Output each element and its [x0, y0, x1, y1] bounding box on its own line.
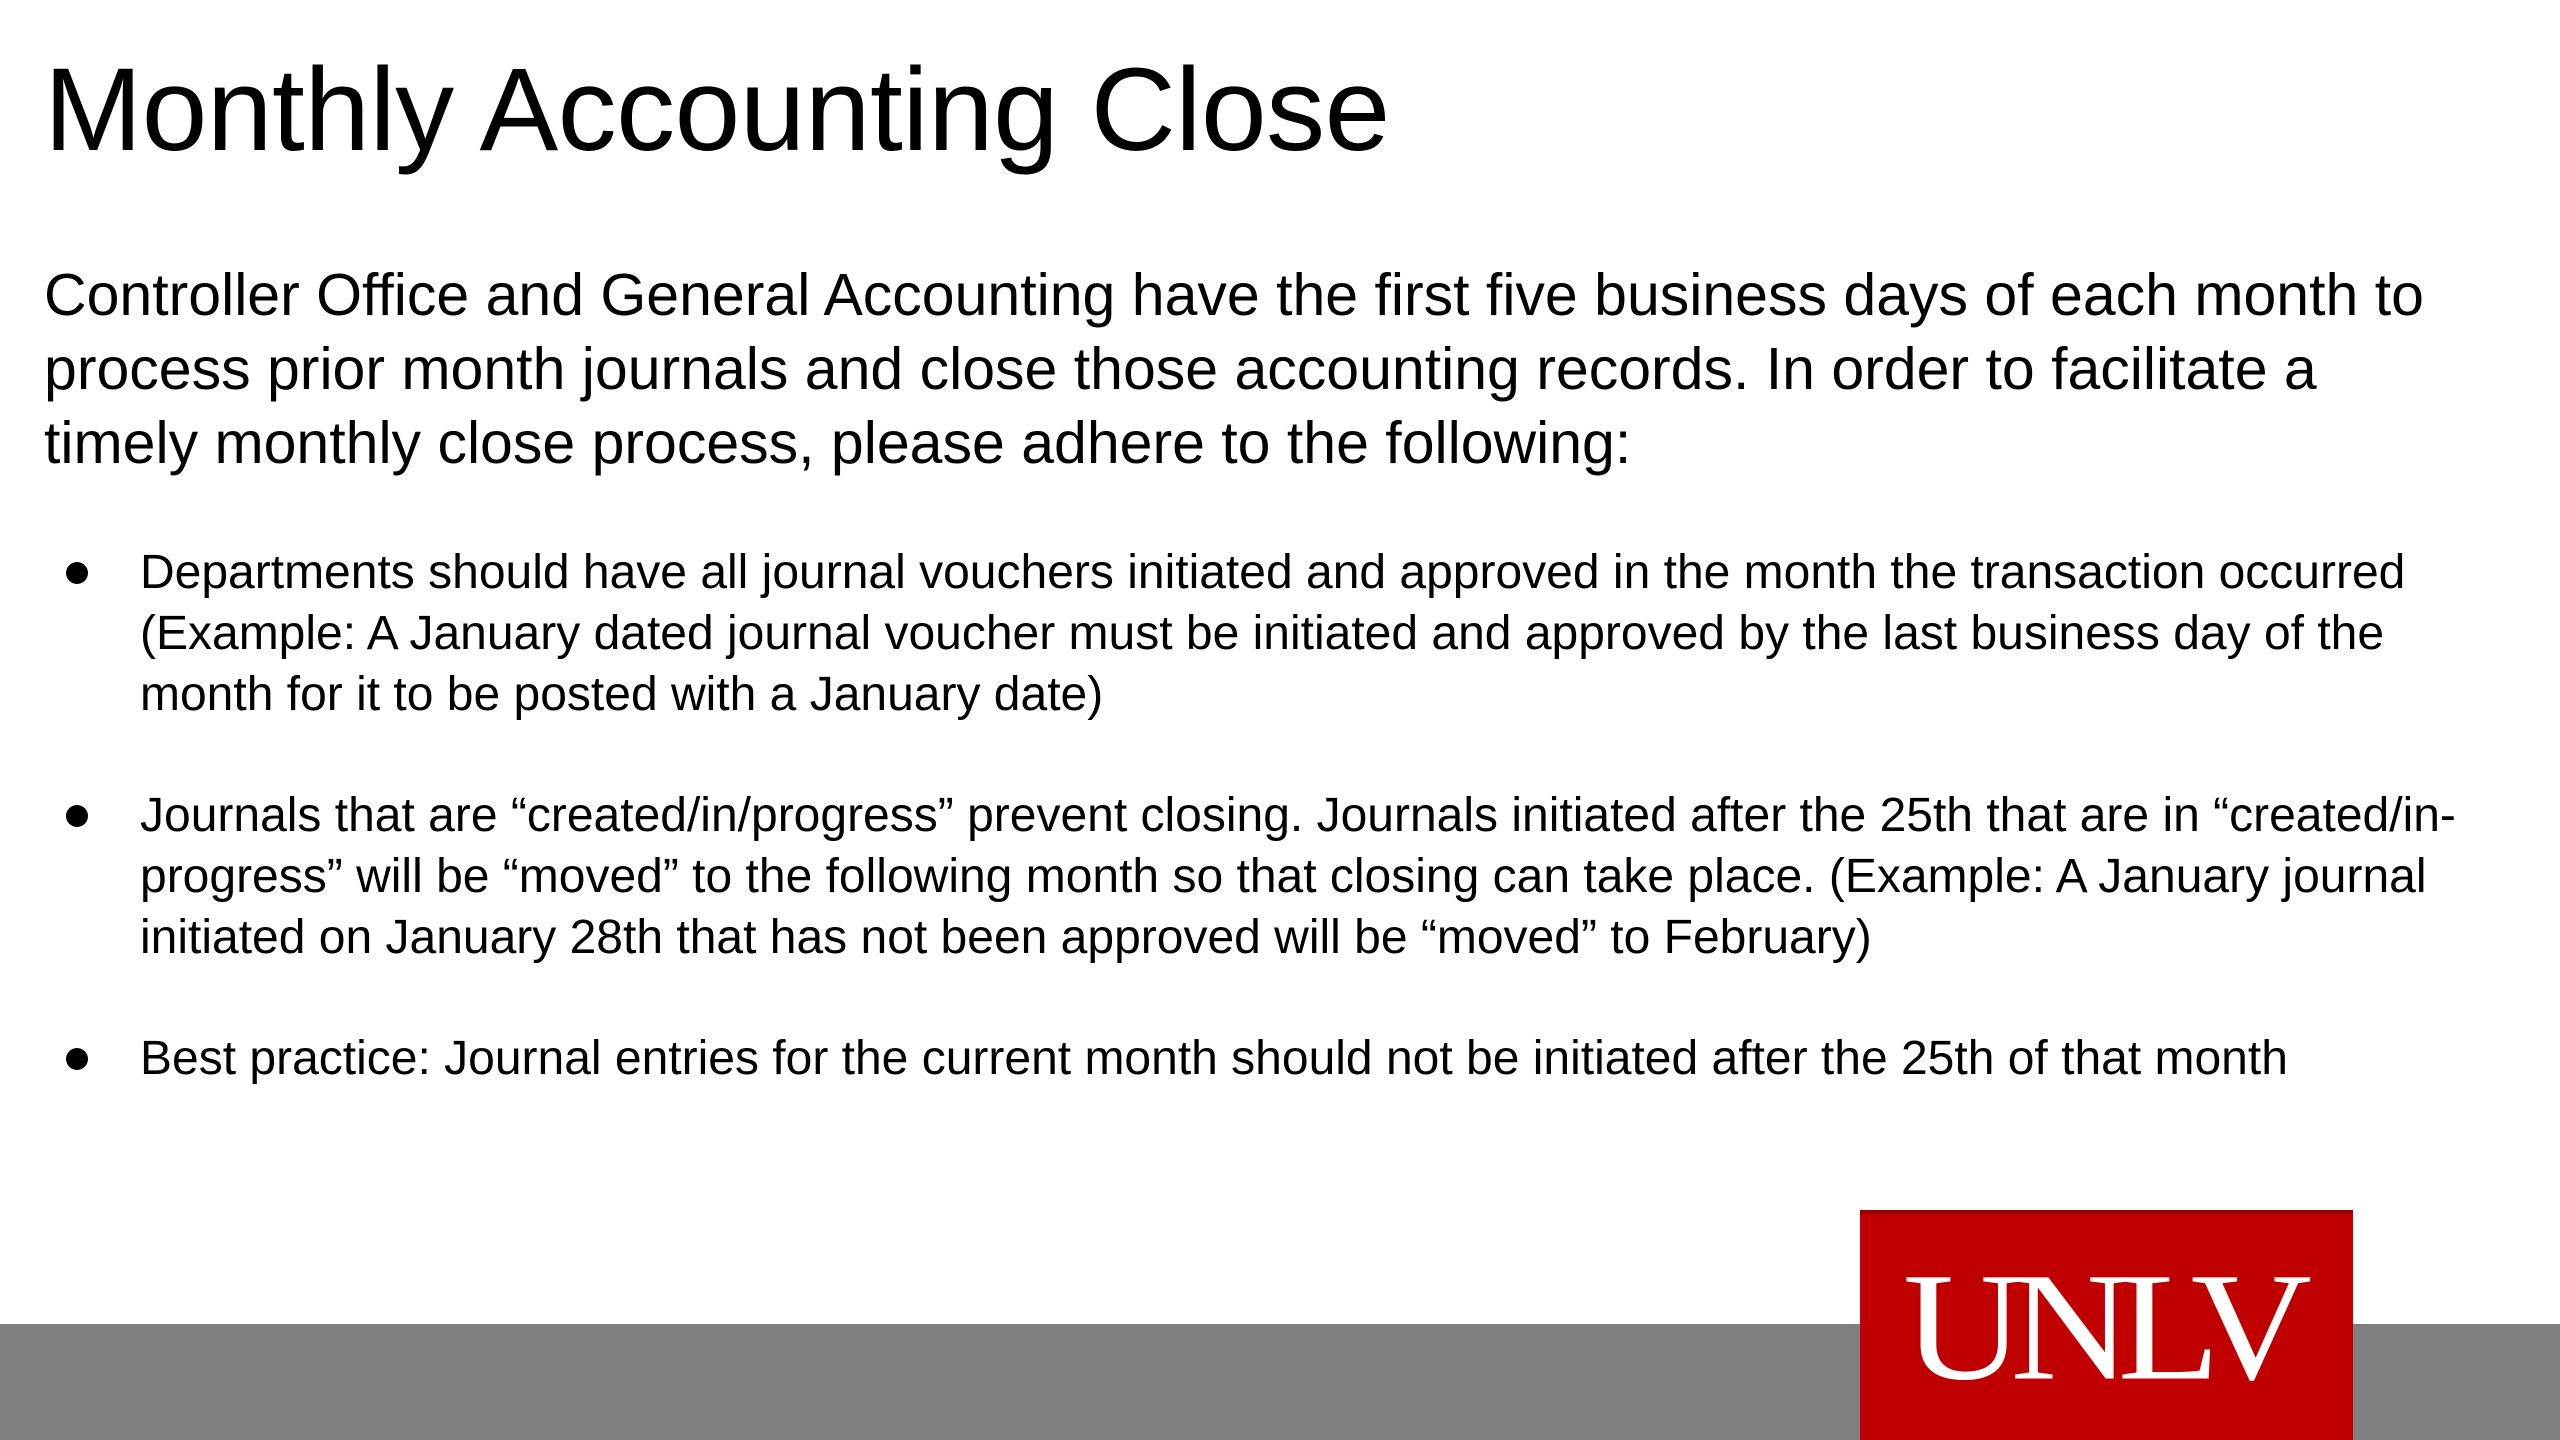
intro-paragraph: Controller Office and General Accounting have the first five business days of each month to process prior month journals and close those accounting records. In order to facilitate a timely monthly close process, please adhere to the following: — [44, 262, 2424, 476]
list-item — [0, 1028, 2460, 1089]
unlv-logo — [1860, 1210, 2353, 1440]
bullet-icon — [66, 805, 88, 827]
bullet-icon — [66, 562, 88, 584]
list-item-text: Best practice: Journal entries for the current month should not be initiated after the 25th of that month — [140, 1032, 2288, 1085]
bullet-list — [0, 542, 2460, 1149]
list-item-text: Journals that are “created/in/progress” prevent closing. Journals initiated after the 25th that are in “created/in-progress” will be “moved” to the following month so that closing can take place. (Example: A January journal initiated on January 28th that has not been approved will be “moved” to February) — [140, 789, 2456, 964]
bullet-icon — [66, 1048, 88, 1070]
page-title: Monthly Accounting Close — [44, 44, 1390, 176]
list-item — [0, 542, 2460, 725]
list-item — [0, 785, 2460, 968]
logo-text: UNLV — [1902, 1241, 2299, 1413]
list-item-text: Departments should have all journal vouchers initiated and approved in the month the transaction occurred (Example: A January dated journal voucher must be initiated and approved by the last business day of the month for it to be posted with a January date) — [140, 546, 2406, 721]
